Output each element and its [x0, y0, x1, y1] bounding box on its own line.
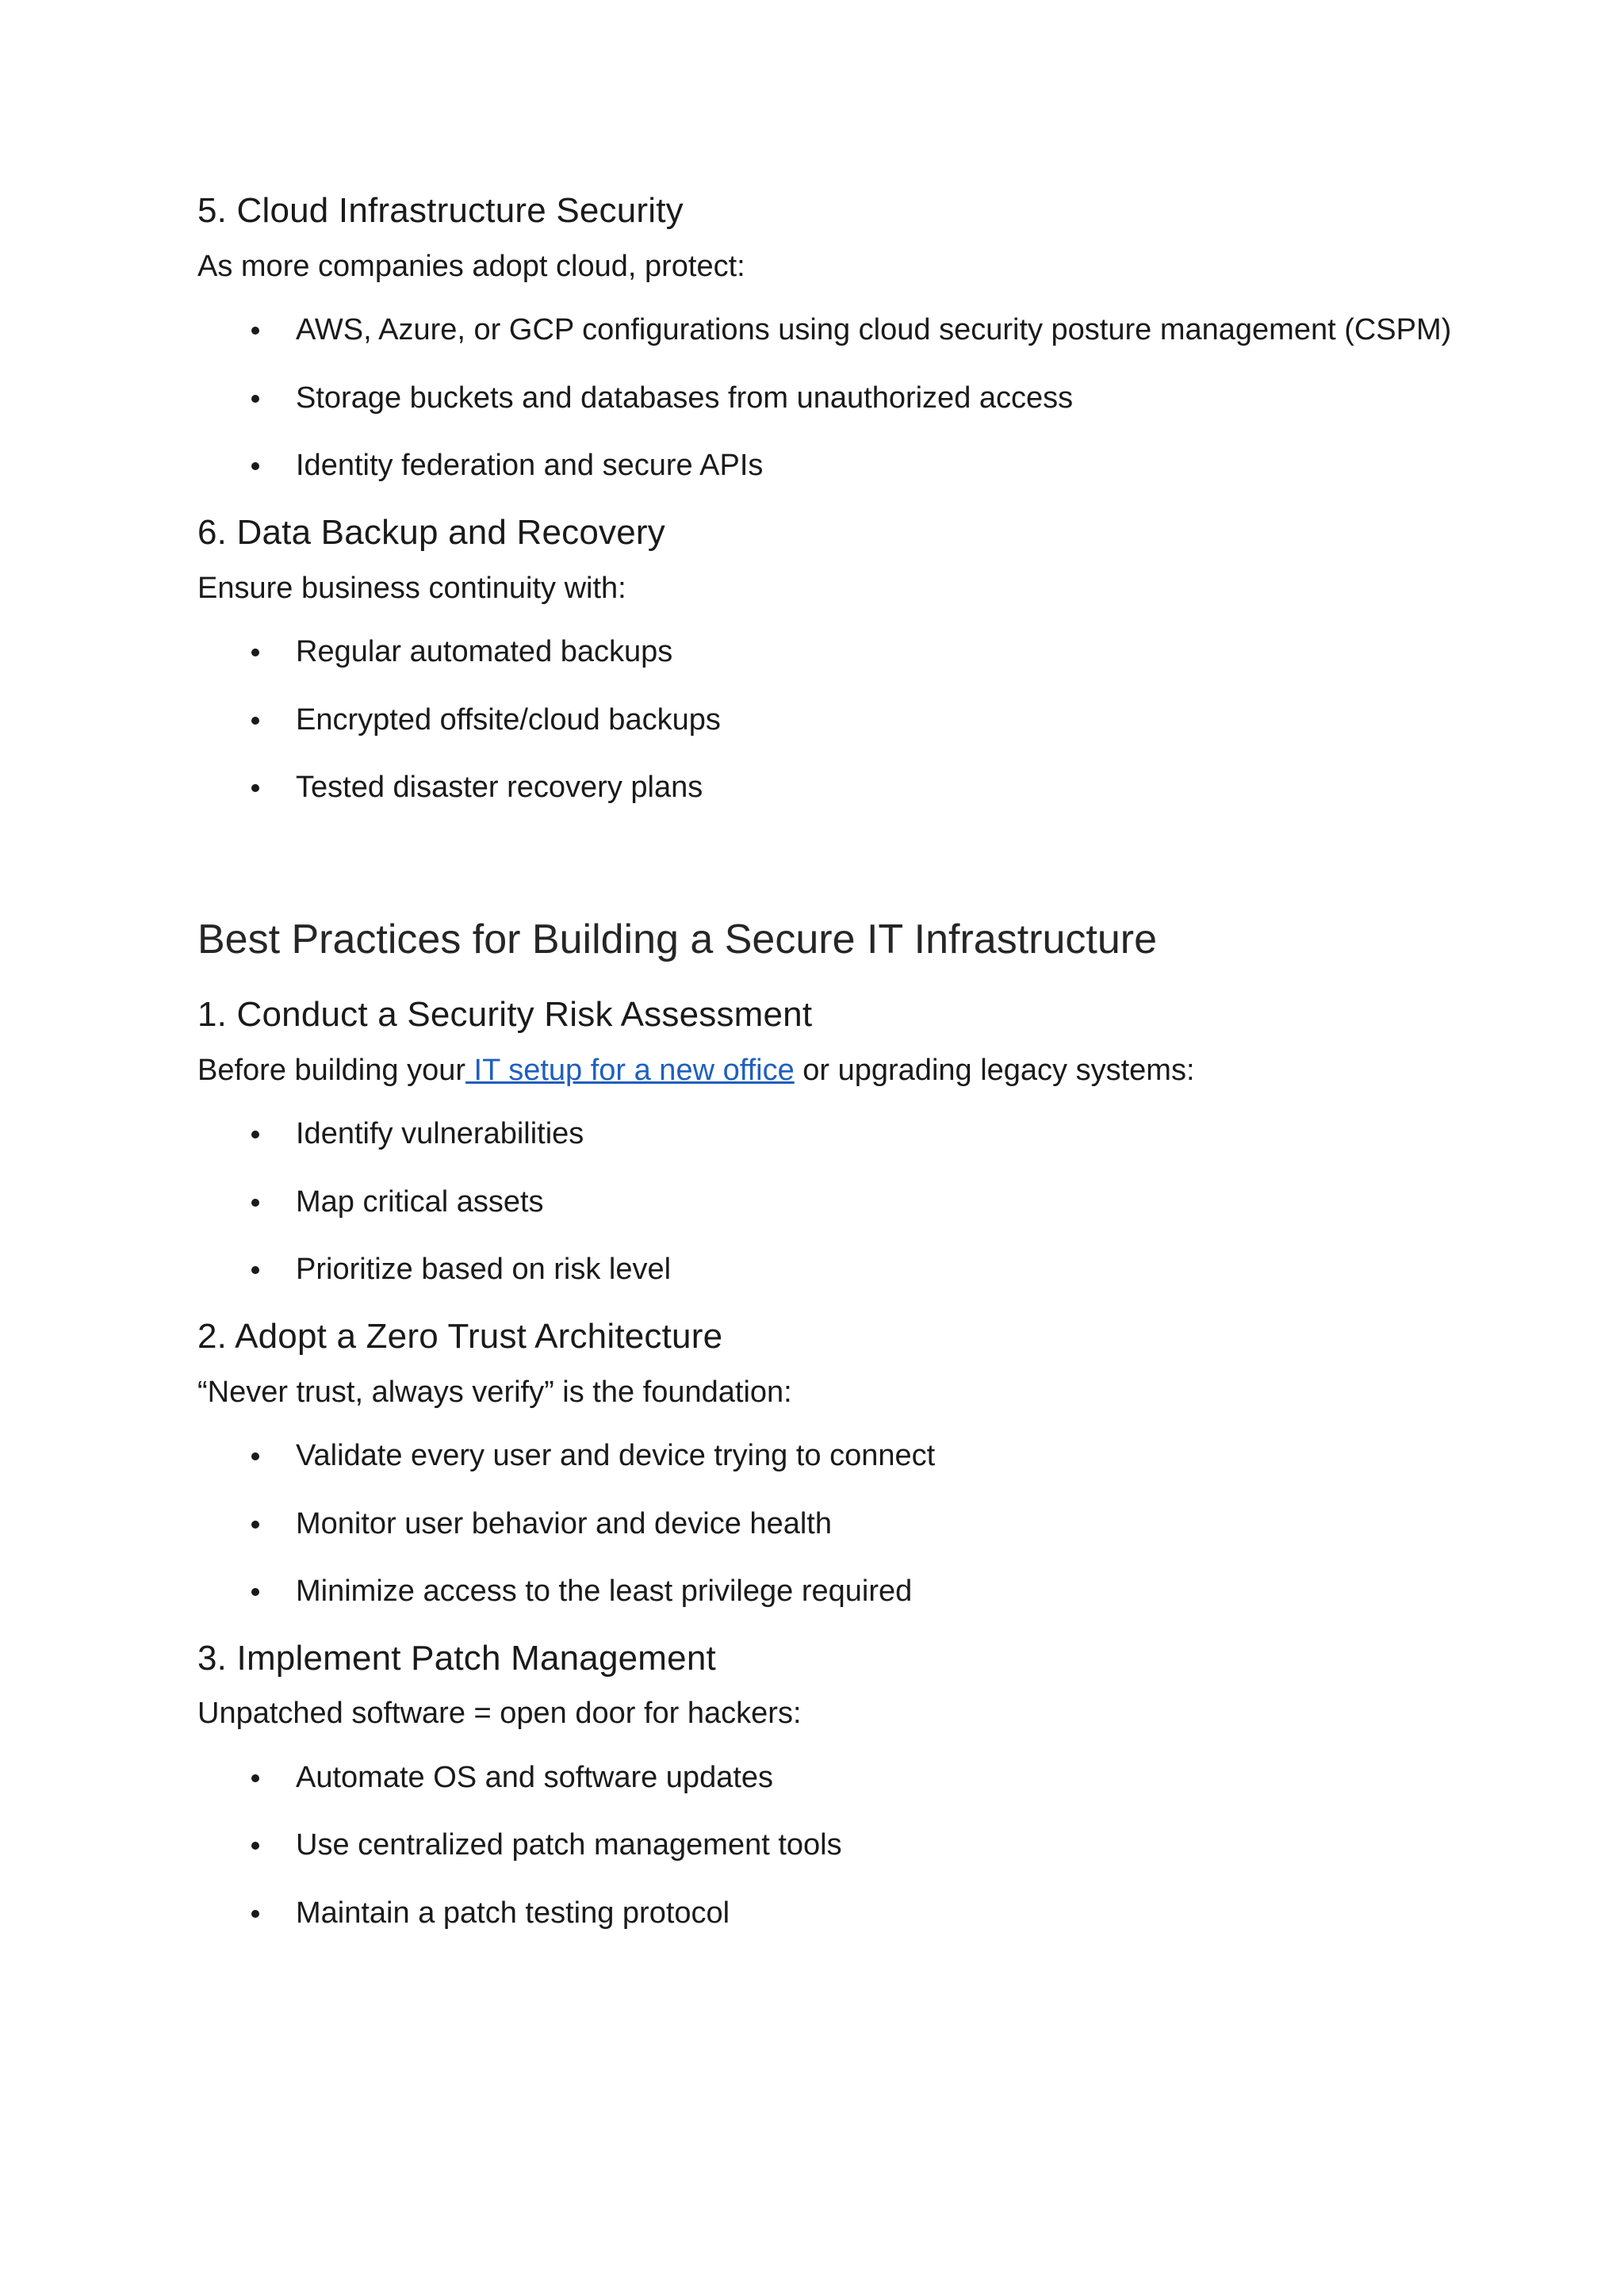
list-item-text: AWS, Azure, or GCP configurations using cloud security posture management (CSPM) [296, 313, 1452, 347]
list-item [197, 633, 1482, 672]
bullet-icon [251, 1131, 259, 1138]
list-item-text: Map critical assets [296, 1184, 544, 1219]
bullet-icon [251, 327, 259, 335]
section-security-risk-assessment [197, 994, 1482, 1289]
bullet-list [197, 312, 1482, 485]
list-item-text: Maintain a patch testing protocol [296, 1896, 730, 1930]
bullet-icon [251, 1452, 259, 1460]
list-item [197, 1573, 1482, 1611]
section-intro: Ensure business continuity with: [197, 571, 626, 605]
list-item-text: Identity federation and secure APIs [296, 449, 764, 483]
list-item-text: Use centralized patch management tools [296, 1828, 842, 1862]
list-item-text: Automate OS and software updates [296, 1760, 774, 1794]
list-item-text: Minimize access to the least privilege required [296, 1575, 913, 1609]
intro-text: or upgrading legacy systems: [794, 1053, 1195, 1087]
list-item [197, 1115, 1482, 1154]
it-setup-link[interactable]: IT setup for a new office [465, 1053, 795, 1087]
list-item [197, 1184, 1482, 1222]
bullet-icon [251, 1910, 259, 1918]
section-cloud-infrastructure-security [197, 190, 1482, 485]
section-intro: “Never trust, always verify” is the foundation: [197, 1375, 792, 1409]
bullet-icon [251, 1842, 259, 1850]
best-practices-title: Best Practices for Building a Secure IT Infrastructure [197, 916, 1158, 962]
bullet-icon [251, 1521, 259, 1529]
list-item [197, 380, 1482, 418]
section-heading: 6. Data Backup and Recovery [197, 512, 665, 552]
spacer [197, 834, 1482, 915]
list-item-text: Prioritize based on risk level [296, 1253, 672, 1287]
section-intro: As more companies adopt cloud, protect: [197, 249, 745, 283]
intro-text: Before building your [197, 1053, 465, 1087]
bullet-list [197, 1759, 1482, 1933]
bullet-icon [251, 1774, 259, 1782]
bullet-icon [251, 462, 259, 470]
bullet-list [197, 633, 1482, 807]
section-heading: 3. Implement Patch Management [197, 1638, 716, 1678]
list-item-text: Regular automated backups [296, 635, 673, 669]
bullet-list [197, 1437, 1482, 1611]
section-heading: 1. Conduct a Security Risk Assessment [197, 994, 813, 1034]
list-item [197, 702, 1482, 740]
section-intro: Unpatched software = open door for hackers: [197, 1697, 802, 1731]
list-item [197, 1506, 1482, 1544]
section-patch-management [197, 1638, 1482, 1933]
bullet-icon [251, 1266, 259, 1274]
list-item-text: Validate every user and device trying to connect [296, 1439, 936, 1473]
list-item [197, 769, 1482, 807]
list-item [197, 1437, 1482, 1475]
section-heading: 5. Cloud Infrastructure Security [197, 191, 684, 230]
list-item [197, 312, 1482, 350]
bullet-icon [251, 1199, 259, 1207]
list-item [197, 1827, 1482, 1865]
list-item-text: Identify vulnerabilities [296, 1117, 584, 1151]
list-item [197, 1895, 1482, 1933]
bullet-list [197, 1115, 1482, 1289]
section-intro [197, 1052, 1482, 1090]
list-item-text: Storage buckets and databases from unauthorized access [296, 381, 1074, 415]
list-item [197, 1251, 1482, 1289]
bullet-icon [251, 784, 259, 792]
list-item-text: Tested disaster recovery plans [296, 771, 703, 805]
list-item-text: Encrypted offsite/cloud backups [296, 702, 721, 737]
bullet-icon [251, 649, 259, 656]
list-item [197, 447, 1482, 485]
bullet-icon [251, 1588, 259, 1596]
document-content [197, 190, 1482, 1959]
bullet-icon [251, 717, 259, 725]
list-item-text: Monitor user behavior and device health [296, 1506, 832, 1540]
section-heading: 2. Adopt a Zero Trust Architecture [197, 1316, 723, 1356]
bullet-icon [251, 395, 259, 403]
section-zero-trust [197, 1316, 1482, 1611]
list-item [197, 1759, 1482, 1797]
section-data-backup-recovery [197, 512, 1482, 807]
